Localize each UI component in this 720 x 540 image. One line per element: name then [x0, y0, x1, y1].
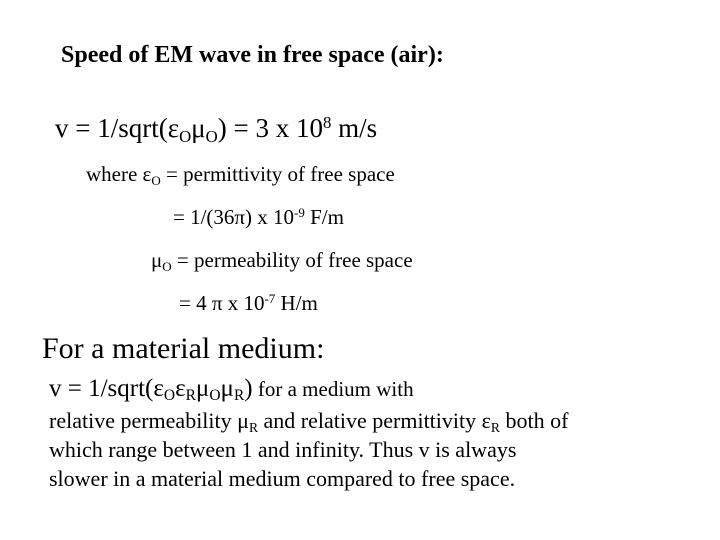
- material-medium-speed-equation: $v = 1/sqrt(\varepsilon_O\varepsilon_R\mu_O\mu_R)$ for a medium with: [49, 375, 414, 405]
- permeability-value: = 4 π x $10^{-7}$ H/m: [179, 290, 318, 315]
- permittivity-definition: where $\varepsilon_O$ = permittivity of free space: [86, 162, 395, 188]
- permeability-definition: $\mu_O$ = permeability of free space: [151, 248, 413, 274]
- slide-title: Speed of EM wave in free space (air):: [61, 42, 444, 68]
- free-space-speed-equation: $v = 1/sqrt(\varepsilon_O\mu_O) = 3$ x $10^8$ m/s: [55, 112, 378, 146]
- material-medium-explanation: relative permeability $\mu_R$ and relative permittivity $\varepsilon_R$ both of which range between 1 and infinity. Thus v is always slower in a material medium compared to free space.: [49, 408, 569, 491]
- material-medium-heading: For a material medium:: [42, 332, 325, 365]
- permittivity-value: = 1/(36π) x $10^{-9}$ F/m: [173, 204, 344, 229]
